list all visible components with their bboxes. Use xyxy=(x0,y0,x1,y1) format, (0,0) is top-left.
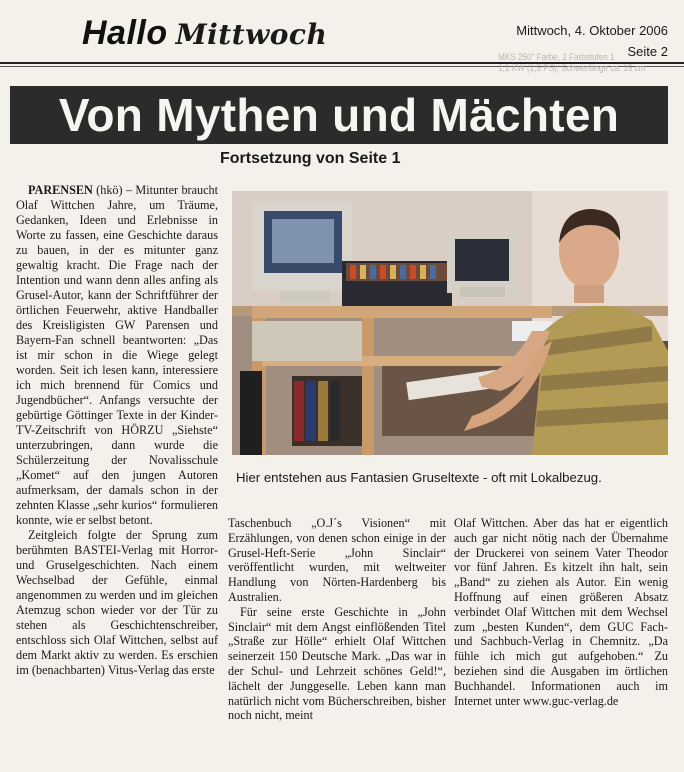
newspaper-brand xyxy=(82,14,327,53)
brand-script: Mittwoch xyxy=(175,18,328,51)
photo-caption: Hier entstehen aus Fantasien Gruseltexte - oft mit Lokalbezug. xyxy=(236,470,602,485)
issue-date: Mittwoch, 4. Oktober 2006 xyxy=(516,23,668,38)
subheadline: Fortsetzung von Seite 1 xyxy=(220,150,401,167)
paragraph: Taschenbuch „O.J´s Visionen“ mit Erzählungen, von denen schon einige in der Grusel-Heft-Serie „John Sinclair“ veröffentlicht wurden, mit weltweiter Handlung von Nörten-Hardenberg bis Australien. xyxy=(228,516,446,604)
paragraph: Zeitgleich folgte der Sprung zum berühmten BASTEI-Verlag mit Horror- und Gruselgeschichten. Nach einem Wechselbad der Gefühle, einmal angenommen zu werden und im gleichen Atemzug schon wieder vor der Tür zu stehen als Geschichtenschreiber, entschloss sich Olaf Wittchen, selbst auf dem Markt aktiv zu werden. Es erschien im (benachbarten) Vitus-Verlag das erste xyxy=(16,528,218,677)
brand-main: Hallo xyxy=(82,14,168,52)
paragraph: PARENSEN (hkö) – Mitunter braucht Olaf Wittchen Jahre, um Träume, Gedanken, Ideen und Erlebnisse in Worte zu fassen, eine Geschichte daraus zu bauen, in der es mitunter ganz gewaltig kracht. Die Frage nach der Intention und wann denn alles anfing als Grusel-Autor, kann der Schriftführer der örtlichen Feuerwehr, aktive Handballer des Kreisligisten GW Parensen und Bayern-Fan schnell beantworten: „Das ist mir schon in die Wiege gelegt worden. Seit ich lesen kann, interessiere ich mich brennend für Comics und Jugendbücher“. Anfangs versuchte der gebürtige Göttinger Texte in der Kinder-TV-Zeitschrift von HÖRZU „Siehste“ unterzubringen, dann wurde die Schülerzeitung der Novalisschule „Komet“ auf den jungen Autoren aufmerksam, der damals schon in der zehnten Klasse „sehr kurios“ formulieren konnte, wie er selbst betont. xyxy=(16,183,218,527)
paragraph: Für seine erste Geschichte in „John Sinclair“ mit dem Angst einflößenden Titel „Straße zur Hölle“ erhielt Olaf Wittchen seinerzeit 150 Deutsche Mark. „Das war in der Schul- und Lehrzeit schönes Geld!“, lächelt der Junggeselle. Leben kann man natürlich nicht vom Bücherschreiben, bisher noch nicht, meint xyxy=(228,604,446,723)
photo-illustration xyxy=(232,191,668,455)
article-column-1 xyxy=(16,183,218,678)
article-column-3 xyxy=(454,516,668,708)
bleed-through-text: MKS 250" Farbe, 2 Farbstufen 1 1,1 KW (1,5 PS), Schwerlänge ca. 15 cm xyxy=(498,52,646,73)
dateline-place: PARENSEN xyxy=(28,183,93,197)
page-number: Seite 2 xyxy=(627,44,668,59)
article-column-2 xyxy=(228,516,446,723)
paragraph: Olaf Wittchen. Aber das hat er eigentlich auch gar nicht nötig nach der Übernahme der Druckerei von seinem Vater Theodor vor fünf Jahren. Es kitzelt ihn halt, sein „Band“ zu ziehen als Autor. Ein wenig Hoffnung auf einen größeren Absatz verbindet Olaf Wittchen mit dem Wechsel zum „besten Kunden“, dem GUC Fach- und Sachbuch-Verlag in Chemnitz. „Da fühle ich mich gut aufgehoben.“ Zu beziehen sind die Ausgaben im örtlichen Buchhandel. Informationen auch im Internet unter www.guc-verlag.de xyxy=(454,516,668,708)
headline: Von Mythen und Mächten xyxy=(58,89,620,141)
article-photo xyxy=(232,191,668,455)
